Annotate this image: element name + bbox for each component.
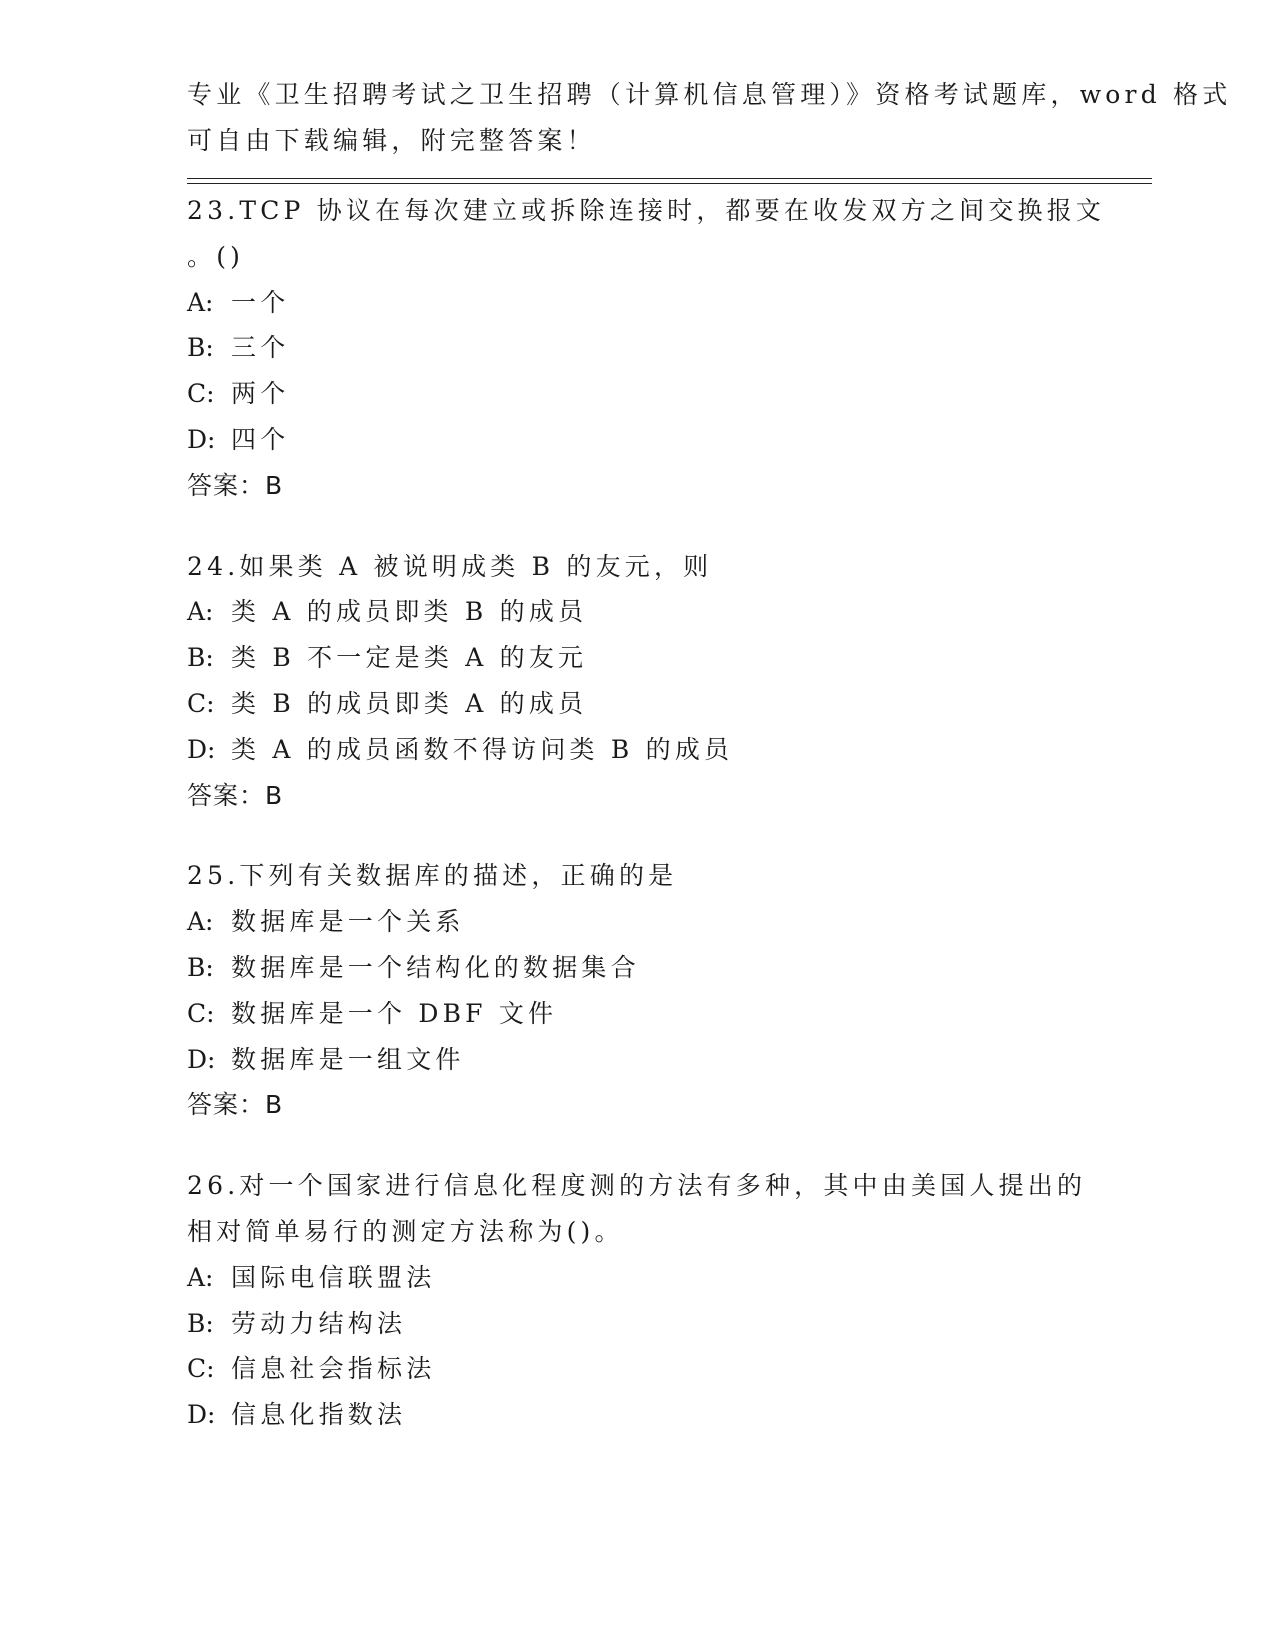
option-letter: B: xyxy=(187,333,214,363)
header-line-1: 专业《卫生招聘考试之卫生招聘（计算机信息管理）》资格考试题库，word 格式 xyxy=(187,80,1232,109)
question-list xyxy=(187,188,1106,1473)
option-text: 两个 xyxy=(231,379,290,409)
answer-line: 答案：B xyxy=(187,1090,284,1120)
option-text: 类 A 的成员函数不得访问类 B 的成员 xyxy=(231,734,734,764)
header-line-2: 可自由下载编辑，附完整答案！ xyxy=(187,125,596,155)
option-letter: B: xyxy=(187,643,214,673)
option-letter: A: xyxy=(187,1262,214,1292)
option-b xyxy=(187,325,1087,371)
option-a xyxy=(187,280,1087,326)
option-letter: B: xyxy=(187,952,214,982)
option-letter: B: xyxy=(187,1308,214,1338)
question-stem: 相对简单易行的测定方法称为()。 xyxy=(187,1216,624,1246)
option-letter: C: xyxy=(187,1354,215,1384)
option-text: 劳动力结构法 xyxy=(231,1308,407,1338)
header-divider-bottom xyxy=(187,183,1152,184)
option-a xyxy=(187,899,1087,945)
option-b xyxy=(187,1301,1087,1347)
question-24 xyxy=(187,544,1087,819)
question-stem: 24.如果类 A 被说明成类 B 的友元，则 xyxy=(187,551,713,581)
option-text: 国际电信联盟法 xyxy=(231,1262,436,1292)
question-23 xyxy=(187,188,1106,509)
option-letter: A: xyxy=(187,287,214,317)
question-stem: 25.下列有关数据库的描述，正确的是 xyxy=(187,861,678,891)
option-b xyxy=(187,635,1087,681)
question-stem: 26.对一个国家进行信息化程度测的方法有多种，其中由美国人提出的 xyxy=(187,1171,1087,1201)
option-letter: D: xyxy=(187,734,216,764)
option-text: 数据库是一个 DBF 文件 xyxy=(231,998,558,1028)
option-letter: A: xyxy=(187,597,214,627)
question-25 xyxy=(187,853,1087,1128)
option-text: 数据库是一组文件 xyxy=(231,1044,465,1074)
option-c xyxy=(187,991,1087,1037)
option-text: 一个 xyxy=(231,287,290,317)
question-stem: 。() xyxy=(187,241,245,271)
option-text: 数据库是一个结构化的数据集合 xyxy=(231,952,640,982)
option-letter: D: xyxy=(187,1400,216,1430)
option-c xyxy=(187,371,1087,417)
option-c xyxy=(187,1346,1087,1392)
option-letter: C: xyxy=(187,379,215,409)
option-d xyxy=(187,417,1087,463)
option-b xyxy=(187,945,1087,991)
option-d xyxy=(187,1037,1087,1083)
option-text: 数据库是一个关系 xyxy=(231,907,465,937)
answer-line: 答案：B xyxy=(187,780,284,810)
option-text: 类 A 的成员即类 B 的成员 xyxy=(231,597,588,627)
option-letter: A: xyxy=(187,907,214,937)
document-header xyxy=(187,72,1232,164)
option-d xyxy=(187,727,1087,773)
header-divider-top xyxy=(187,178,1152,179)
option-d xyxy=(187,1392,1087,1438)
option-letter: D: xyxy=(187,424,216,454)
option-text: 四个 xyxy=(231,424,290,454)
option-letter: D: xyxy=(187,1044,216,1074)
option-a xyxy=(187,589,1087,635)
option-text: 三个 xyxy=(231,333,290,363)
option-letter: C: xyxy=(187,998,215,1028)
option-text: 类 B 不一定是类 A 的友元 xyxy=(231,643,588,673)
option-text: 类 B 的成员即类 A 的成员 xyxy=(231,688,588,718)
option-c xyxy=(187,681,1087,727)
question-26 xyxy=(187,1163,1087,1438)
option-text: 信息化指数法 xyxy=(231,1400,407,1430)
answer-line: 答案：B xyxy=(187,470,284,500)
option-a xyxy=(187,1255,1087,1301)
option-text: 信息社会指标法 xyxy=(231,1354,436,1384)
question-stem: 23.TCP 协议在每次建立或拆除连接时，都要在收发双方之间交换报文 xyxy=(187,196,1106,225)
option-letter: C: xyxy=(187,688,215,718)
